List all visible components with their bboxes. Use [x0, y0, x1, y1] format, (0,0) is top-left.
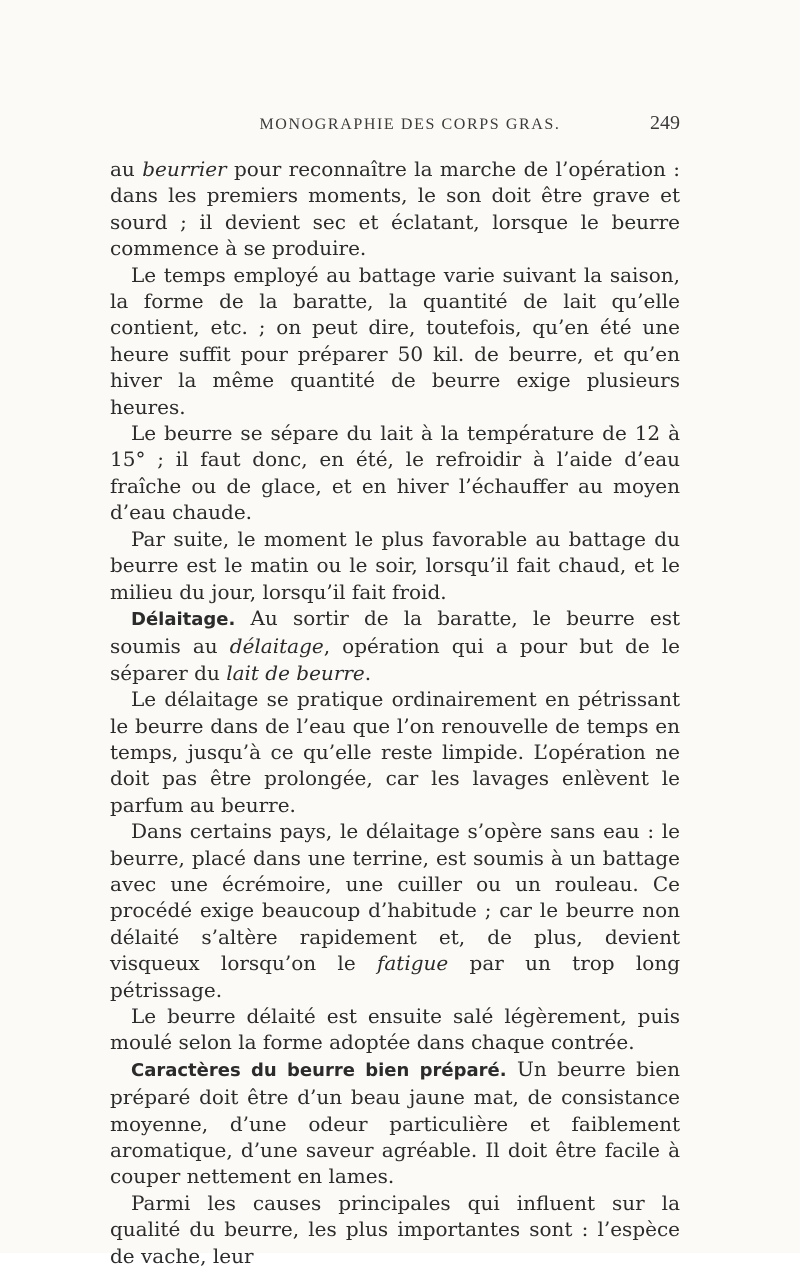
- section-heading: Délaitage.: [131, 608, 236, 630]
- text-segment: Le beurre délaité est ensuite salé légèrement, puis moulé selon la forme adoptée dans chaque contrée.: [110, 1004, 680, 1055]
- section-heading: Caractères du beurre bien préparé.: [131, 1059, 507, 1081]
- body-text: [110, 156, 680, 1269]
- paragraph: [110, 156, 680, 262]
- paragraph: [110, 818, 680, 1003]
- text-segment: .: [364, 660, 372, 685]
- paragraph: [110, 262, 680, 420]
- text-segment: , opération qui a pour but de le séparer du: [110, 634, 680, 685]
- text-segment: Le délaitage se pratique ordinairement en pétrissant le beurre dans de l’eau que l’on renouvelle de temps en temps, jusqu’à ce qu’elle reste limpide. L’opération ne doit pas être prolongée, car les lavages enlèvent le parfum au beurre.: [110, 687, 680, 817]
- text-segment: Le temps employé au battage varie suivant la saison, la forme de la baratte, la quantité de lait qu’elle contient, etc. ; on peut dire, toutefois, qu’en été une heure suffit pour préparer 50 kil. de beurre, et qu’en hiver la même quantité de beurre exige plusieurs heures.: [110, 262, 680, 419]
- text-segment: Dans certains pays, le délaitage s’opère sans eau : le beurre, placé dans une terrine, est soumis à un battage avec une écrémoire, une cuiller ou un rouleau. Ce procédé exige beaucoup d’habitude ; car le beurre non délaité s’altère rapidement et, de plus, devient visqueux lorsqu’on le: [110, 819, 680, 976]
- paragraph: [110, 1190, 680, 1269]
- page-number: 249: [650, 112, 680, 134]
- text-segment: Par suite, le moment le plus favorable au battage du beurre est le matin ou le soir, lorsqu’il fait chaud, et le milieu du jour, lorsqu’il fait froid.: [110, 526, 680, 604]
- paragraph: [110, 686, 680, 818]
- text-segment: Parmi les causes principales qui influent sur la qualité du beurre, les plus importantes sont : l’espèce de vache, leur: [110, 1190, 680, 1268]
- text-segment: Le beurre se sépare du lait à la température de 12 à 15° ; il faut donc, en été, le refroidir à l’aide d’eau fraîche ou de glace, et en hiver l’échauffer au moyen d’eau chaude.: [110, 421, 680, 525]
- paragraph: [110, 605, 680, 686]
- text-segment: par un trop long pétrissage.: [110, 951, 681, 1002]
- text-segment: Au sortir de la baratte, le beurre est soumis au: [110, 605, 680, 659]
- text-block: [110, 112, 680, 1269]
- paragraph: [110, 420, 680, 526]
- running-head: [110, 112, 680, 142]
- running-title: MONOGRAPHIE DES CORPS GRAS.: [259, 116, 561, 133]
- italic-term: lait de beurre: [226, 660, 365, 685]
- paragraph: [110, 1003, 680, 1056]
- text-segment: au: [110, 157, 143, 181]
- paragraph: [110, 1056, 680, 1190]
- italic-term: délaitage: [229, 634, 324, 659]
- text-segment: Un beurre bien préparé doit être d’un beau jaune mat, de consistance moyenne, d’une odeur particulière et faiblement aromatique, d’une saveur agréable. Il doit être facile à couper nettement en lames.: [110, 1056, 681, 1189]
- paragraph: [110, 526, 680, 605]
- italic-term: fatigue: [376, 951, 449, 976]
- italic-term: beurrier: [142, 157, 227, 181]
- text-segment: pour reconnaître la marche de l’opération : dans les premiers moments, le son doit être grave et sourd ; il devient sec et éclatant, lorsque le beurre commence à se produire.: [110, 157, 680, 261]
